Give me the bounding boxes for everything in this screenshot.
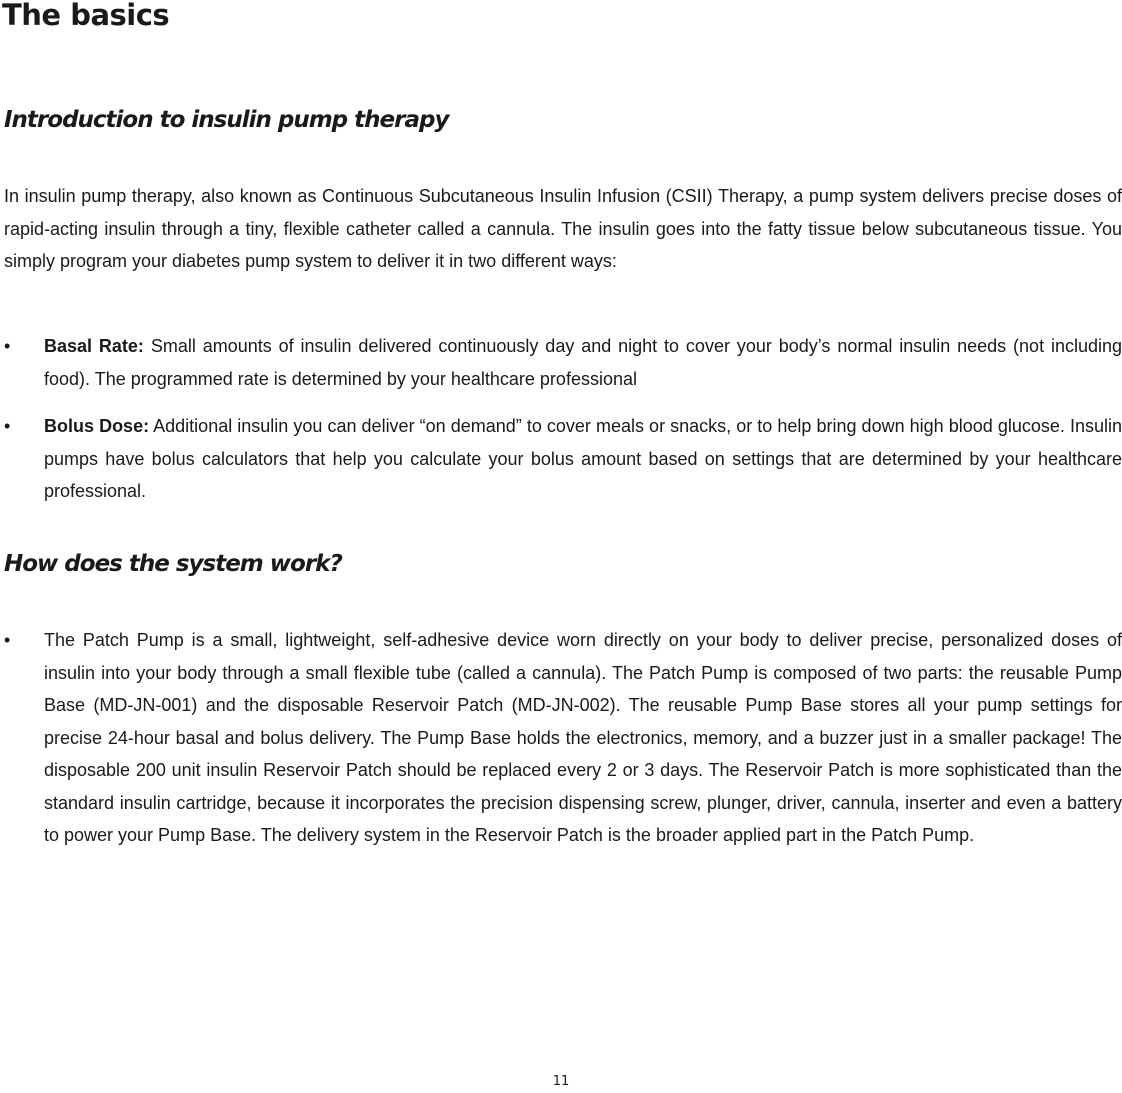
bullet-text [44, 410, 1122, 508]
bullet-text [44, 330, 1122, 395]
bullet-dot-icon: • [4, 416, 11, 436]
bullet-dot-icon: • [4, 336, 11, 356]
bullet-description: Small amounts of insulin delivered continuously day and night to cover your body’s normal insulin needs (not including food). The programmed rate is determined by your healthcare professional [44, 336, 1122, 389]
bullet-text: The Patch Pump is a small, lightweight, self-adhesive device worn directly on your body to deliver precise, personalized doses of insulin into your body through a small flexible tube (called a cannula). The Patch Pump is composed of two parts: the reusable Pump Base (MD-JN-001) and the disposable Reservoir Patch (MD-JN-002). The reusable Pump Base stores all your pump settings for precise 24-hour basal and bolus delivery. The Pump Base holds the electronics, memory, and a buzzer just in a smaller package! The disposable 200 unit insulin Reservoir Patch should be replaced every 2 or 3 days. The Reservoir Patch is more sophisticated than the standard insulin cartridge, because it incorporates the precision dispensing screw, plunger, driver, cannula, inserter and even a battery to power your Pump Base. The delivery system in the Reservoir Patch is the broader applied part in the Patch Pump. [44, 630, 1122, 845]
section-heading-introduction: Introduction to insulin pump therapy [4, 107, 449, 133]
bullet-term: Bolus Dose: [44, 416, 150, 436]
section-heading-how-it-works: How does the system work? [4, 551, 342, 577]
intro-paragraph: In insulin pump therapy, also known as Continuous Subcutaneous Insulin Infusion (CSII) Therapy, a pump system delivers precise doses of rapid-acting insulin through a tiny, flexible catheter called a cannula. The insulin goes into the fatty tissue below subcutaneous tissue. You simply program your diabetes pump system to deliver it in two different ways: [4, 186, 1122, 271]
bullet-dot-icon: • [4, 630, 11, 650]
page-title: The basics [2, 0, 170, 32]
bullet-description: Additional insulin you can deliver “on demand” to cover meals or snacks, or to help bring down high blood glucose. Insulin pumps have bolus calculators that help you calculate your bolus amount based on settings that are determined by your healthcare professional. [44, 416, 1122, 501]
page-number: 11 [552, 1074, 570, 1089]
bullet-term: Basal Rate: [44, 336, 144, 356]
